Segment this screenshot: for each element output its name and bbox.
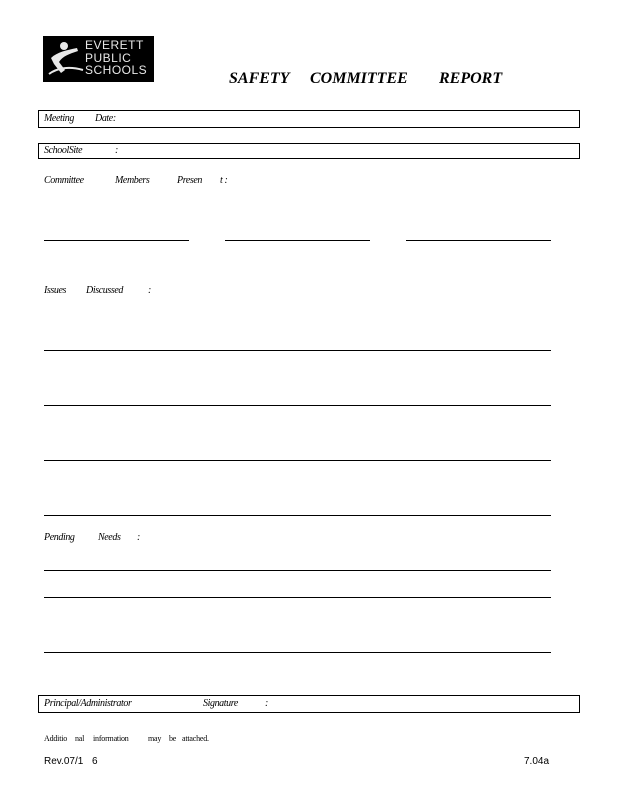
logo-line-1: EVERETT (85, 38, 144, 52)
issues-line-2[interactable] (44, 405, 551, 406)
principal-label: Principal/Administrator (44, 698, 132, 709)
note-word-1: Additio (44, 734, 68, 743)
present-label-part1: Presen (177, 175, 202, 186)
runner-figure-icon (47, 40, 85, 78)
school-site-colon: : (115, 145, 118, 156)
signature-colon: : (265, 698, 268, 709)
issues-colon: : (148, 285, 151, 296)
title-word-report: REPORT (439, 70, 503, 87)
member-line-1[interactable] (44, 240, 189, 241)
present-label-part2: t : (220, 175, 228, 186)
school-site-field[interactable] (38, 143, 580, 159)
note-word-3: information (93, 734, 129, 743)
issues-line-1[interactable] (44, 350, 551, 351)
revision-part-1: Rev.07/1 (44, 756, 84, 767)
title-word-committee: COMMITTEE (310, 70, 408, 87)
pending-label: Pending (44, 532, 75, 543)
issues-line-3[interactable] (44, 460, 551, 461)
note-word-5: be (169, 734, 177, 743)
title-word-safety: SAFETY (229, 70, 290, 87)
needs-label: Needs (98, 532, 121, 543)
issues-line-4[interactable] (44, 515, 551, 516)
note-word-4: may (148, 734, 162, 743)
meeting-label: Meeting (44, 113, 74, 124)
pending-line-3[interactable] (44, 652, 551, 653)
committee-label: Committee (44, 175, 84, 186)
revision-part-2: 6 (92, 756, 98, 767)
district-logo (43, 36, 154, 82)
member-line-3[interactable] (406, 240, 551, 241)
note-word-2: nal (75, 734, 85, 743)
meeting-date-field[interactable] (38, 110, 580, 128)
school-site-label: SchoolSite (44, 145, 83, 156)
pending-line-2[interactable] (44, 597, 551, 598)
date-label: Date: (95, 113, 116, 124)
pending-colon: : (137, 532, 140, 543)
discussed-label: Discussed (86, 285, 123, 296)
logo-line-2: PUBLIC (85, 50, 132, 65)
form-code: 7.04a (524, 756, 550, 767)
note-word-6: attached. (182, 734, 209, 743)
logo-line-3: SCHOOLS (85, 63, 148, 77)
signature-label: Signature (203, 698, 238, 709)
members-label: Members (115, 175, 150, 186)
issues-label: Issues (44, 285, 67, 296)
pending-line-1[interactable] (44, 570, 551, 571)
member-line-2[interactable] (225, 240, 370, 241)
